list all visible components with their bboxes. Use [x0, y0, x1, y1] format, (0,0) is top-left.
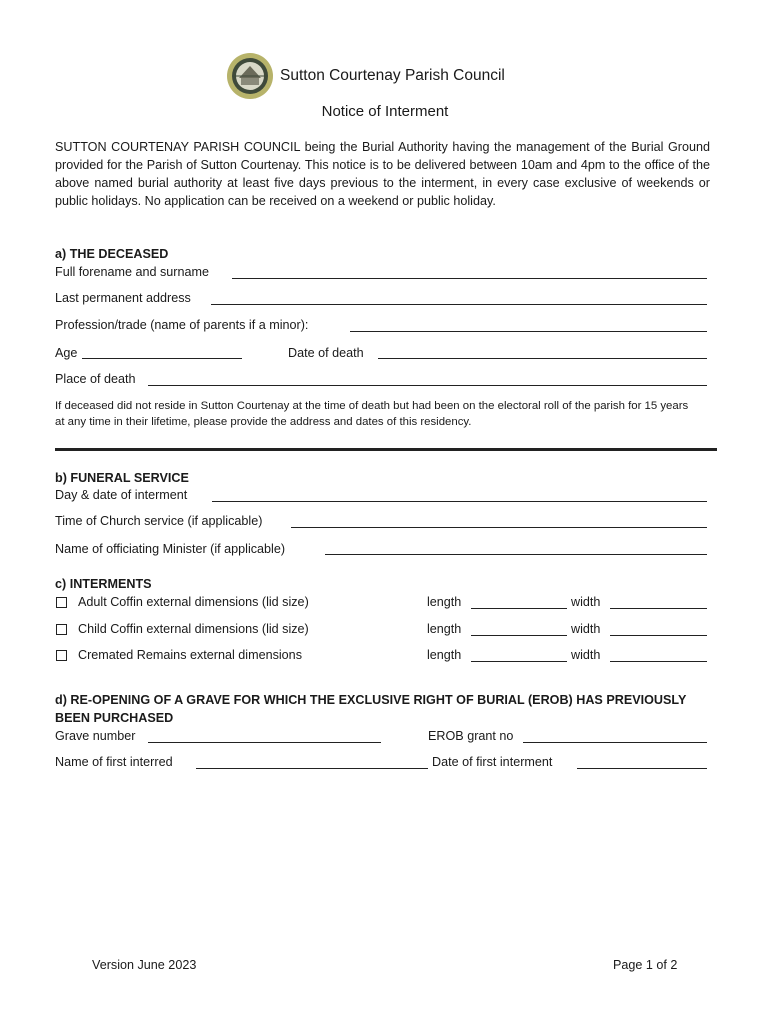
erob-grant-label: EROB grant no [428, 729, 514, 743]
intro-paragraph: SUTTON COURTENAY PARISH COUNCIL being the Burial Authority having the management of the Burial Ground provided for the Parish of Sutton Courtenay. This notice is to be delivered between 10am and 4pm to the office of the above named burial authority at least five days previous to the interment, in every case exclusive of weekends or public holidays. No application can be received on a weekend or public holiday. [55, 140, 710, 208]
first-interred-label: Name of first interred [55, 755, 173, 769]
age-field[interactable] [82, 358, 242, 359]
interment-date-field[interactable] [212, 501, 707, 502]
cremated-remains-label: Cremated Remains external dimensions [78, 648, 302, 662]
cremated-remains-checkbox[interactable] [56, 650, 67, 661]
residency-note: If deceased did not reside in Sutton Courtenay at the time of death but had been on the electoral roll of the parish for 15 years at any time in their lifetime, please provide the address and dates of this residency. [55, 400, 689, 428]
minister-field[interactable] [325, 554, 707, 555]
section-interments-heading: c) INTERMENTS [55, 577, 152, 591]
child-width-label: width [571, 622, 601, 636]
grave-number-field[interactable] [148, 742, 381, 743]
date-of-death-field[interactable] [378, 358, 707, 359]
profession-field[interactable] [350, 331, 707, 332]
full-name-field[interactable] [232, 278, 707, 279]
child-coffin-label: Child Coffin external dimensions (lid size) [78, 622, 309, 636]
place-of-death-field[interactable] [148, 385, 707, 386]
date-of-death-label: Date of death [288, 346, 364, 360]
footer-page-number: Page 1 of 2 [613, 958, 678, 972]
cremated-length-label: length [427, 648, 462, 662]
profession-label: Profession/trade (name of parents if a minor): [55, 318, 309, 332]
adult-length-label: length [427, 595, 462, 609]
church-time-label: Time of Church service (if applicable) [55, 514, 263, 528]
cremated-length-field[interactable] [471, 661, 567, 662]
council-name: Sutton Courtenay Parish Council [280, 67, 505, 84]
adult-width-label: width [571, 595, 601, 609]
page-title: Notice of Interment [321, 103, 449, 120]
cremated-width-label: width [571, 648, 601, 662]
church-time-field[interactable] [291, 527, 707, 528]
first-interment-date-label: Date of first interment [432, 755, 553, 769]
minister-label: Name of officiating Minister (if applicable) [55, 542, 286, 556]
council-logo [226, 52, 274, 100]
section-reopening-heading: d) RE-OPENING OF A GRAVE FOR WHICH THE EXCLUSIVE RIGHT OF BURIAL (EROB) HAS PREVIOUSLY BEEN PURCHASED [55, 693, 687, 725]
erob-grant-field[interactable] [523, 742, 707, 743]
adult-coffin-label: Adult Coffin external dimensions (lid size) [78, 595, 309, 609]
first-interment-date-field[interactable] [577, 768, 707, 769]
adult-coffin-checkbox[interactable] [56, 597, 67, 608]
child-coffin-checkbox[interactable] [56, 624, 67, 635]
address-label: Last permanent address [55, 291, 191, 305]
cremated-width-field[interactable] [610, 661, 707, 662]
child-width-field[interactable] [610, 635, 707, 636]
adult-length-field[interactable] [471, 608, 567, 609]
child-length-field[interactable] [471, 635, 567, 636]
footer-version: Version June 2023 [92, 958, 197, 972]
full-name-label: Full forename and surname [55, 265, 210, 279]
section-deceased-heading: a) THE DECEASED [55, 247, 169, 261]
place-of-death-label: Place of death [55, 372, 136, 386]
address-field[interactable] [211, 304, 707, 305]
interment-date-label: Day & date of interment [55, 488, 188, 502]
child-length-label: length [427, 622, 462, 636]
grave-number-label: Grave number [55, 729, 136, 743]
age-label: Age [55, 346, 78, 360]
section-funeral-heading: b) FUNERAL SERVICE [55, 471, 189, 485]
adult-width-field[interactable] [610, 608, 707, 609]
section-divider [55, 448, 717, 451]
first-interred-field[interactable] [196, 768, 428, 769]
